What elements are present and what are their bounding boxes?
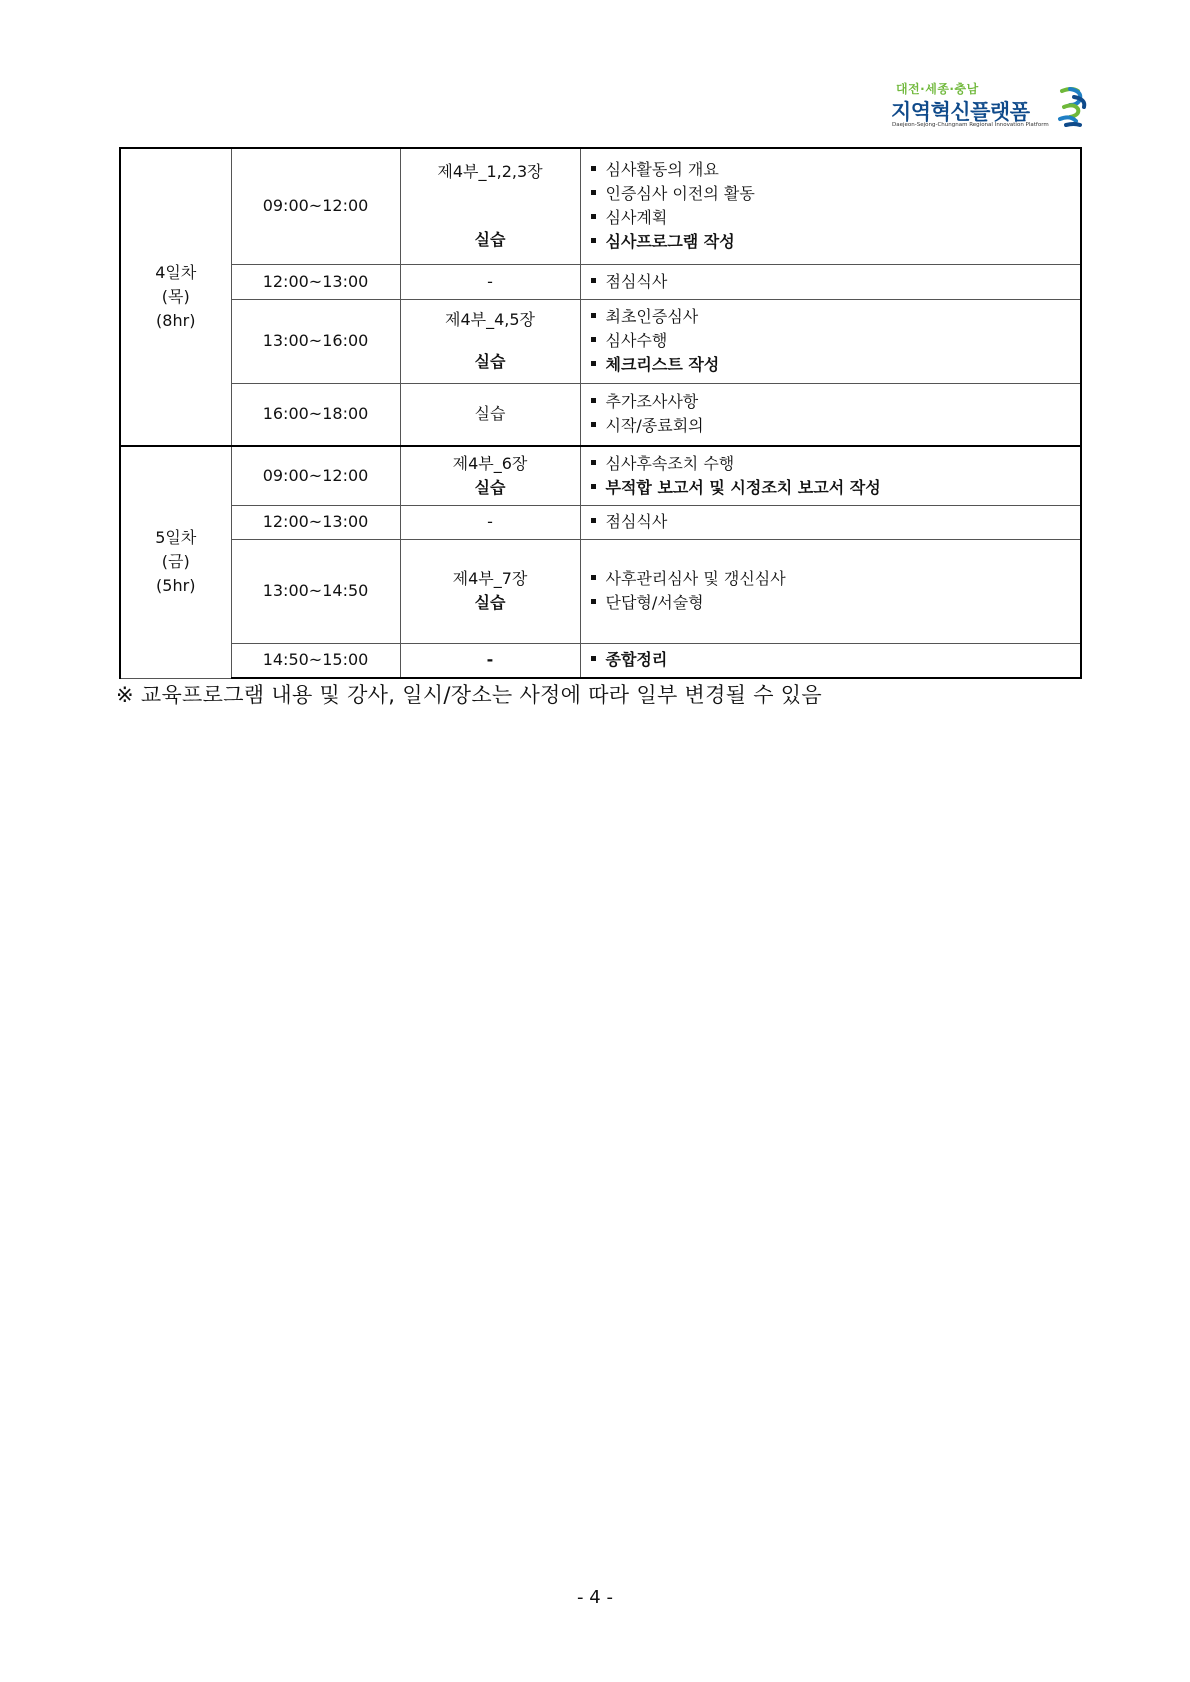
part-cell [400,446,580,505]
page-number: - 4 - [577,1587,613,1608]
part-title: 제4부_4,5장 [445,310,535,329]
part-title: 제4부_7장 [452,569,528,588]
platform-logo [888,80,1088,136]
list-item: 최초인증심사 [591,305,1081,329]
list-item: 심사계획 [591,206,1081,230]
part-cell: - [400,643,580,678]
part-title: 제4부_1,2,3장 [437,162,543,182]
table-row [120,446,1081,505]
day-label: 4일차 [155,263,197,282]
part-practice: 실습 [474,230,506,250]
logo-region-text: 대전·세종·충남 [896,82,979,96]
list-item: 추가조사사항 [591,390,1081,414]
content-cell [580,446,1081,505]
schedule-table [119,147,1082,679]
part-practice: 실습 [474,477,506,497]
table-row [120,383,1081,446]
content-cell [580,148,1081,264]
list-item: 사후관리심사 및 갱신심사 [591,567,1081,591]
list-item: 종합정리 [591,648,1081,672]
day-hours: (8hr) [156,311,196,330]
part-practice: 실습 [474,593,506,612]
table-row [120,539,1081,643]
list-item: 점심식사 [591,270,1081,294]
content-cell [580,643,1081,678]
time-cell: 12:00~13:00 [231,264,400,299]
list-item: 단답형/서술형 [591,591,1081,615]
table-row [120,505,1081,539]
part-cell [400,299,580,383]
day-cell [120,446,231,678]
day-weekday: (목) [161,287,190,306]
list-item: 심사수행 [591,329,1081,353]
table-row [120,264,1081,299]
part-cell [400,539,580,643]
content-cell [580,299,1081,383]
time-cell: 14:50~15:00 [231,643,400,678]
list-item: 부적합 보고서 및 시정조치 보고서 작성 [591,476,1081,500]
list-item: 점심식사 [591,510,1081,534]
time-cell: 13:00~14:50 [231,539,400,643]
table-row [120,643,1081,678]
list-item: 인증심사 이전의 활동 [591,182,1081,206]
table-row [120,148,1081,264]
time-cell: 09:00~12:00 [231,446,400,505]
list-item: 심사프로그램 작성 [591,230,1081,254]
list-item: 체크리스트 작성 [591,353,1081,377]
part-title: 제4부_6장 [452,453,528,473]
day-hours: (5hr) [156,576,196,596]
time-cell: 09:00~12:00 [231,148,400,264]
table-row [120,299,1081,383]
part-cell: 실습 [400,383,580,446]
schedule-note: ※ 교육프로그램 내용 및 강사, 일시/장소는 사정에 따라 일부 변경될 수 있음 [116,683,822,707]
content-cell [580,264,1081,299]
time-cell: 13:00~16:00 [231,299,400,383]
content-cell [580,383,1081,446]
day-cell [120,148,231,446]
list-item: 심사후속조치 수행 [591,452,1081,476]
list-item: 심사활동의 개요 [591,158,1081,182]
logo-subtitle: Daejeon-Sejong-Chungnam Regional Innovation Platform [892,122,1049,128]
part-practice: 실습 [474,352,506,371]
logo-mark-icon [1056,85,1088,129]
part-cell: - [400,264,580,299]
logo-title: 지역혁신플랫폼 [891,100,1030,124]
time-cell: 16:00~18:00 [231,383,400,446]
content-cell [580,505,1081,539]
content-cell [580,539,1081,643]
day-label: 5일차 [155,528,197,548]
part-cell: - [400,505,580,539]
part-cell [400,148,580,264]
day-weekday: (금) [161,552,190,572]
list-item: 시작/종료회의 [591,414,1081,438]
time-cell: 12:00~13:00 [231,505,400,539]
